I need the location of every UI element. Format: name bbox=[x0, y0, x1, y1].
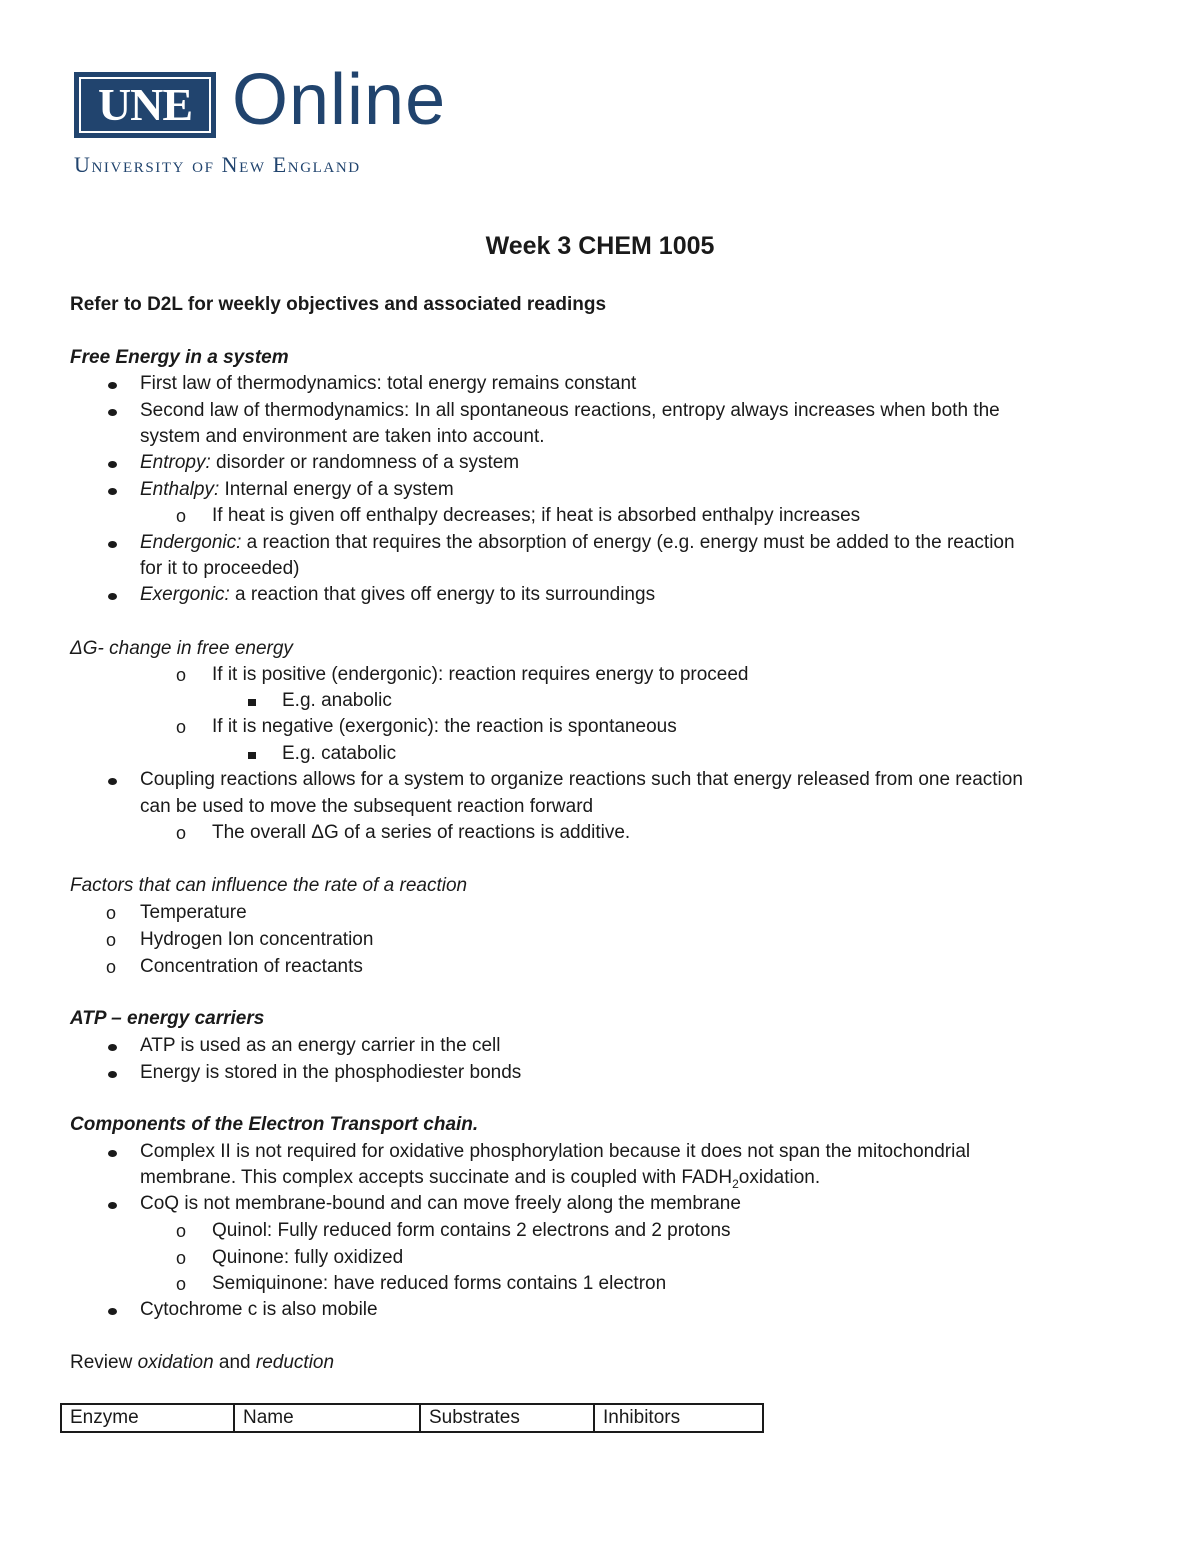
list-item: o Concentration of reactants bbox=[70, 954, 363, 980]
list-item: ATP is used as an energy carrier in the cell bbox=[70, 1033, 500, 1059]
table-row bbox=[61, 1404, 763, 1432]
list-item: Endergonic: a reaction that requires the absorption of energy (e.g. energy must be added to the reaction bbox=[70, 530, 1015, 556]
list-item: o Hydrogen Ion concentration bbox=[70, 927, 373, 953]
section-heading-free-energy: Free Energy in a system bbox=[70, 347, 289, 368]
bullet-icon bbox=[108, 1044, 117, 1051]
circle-bullet-icon: o bbox=[176, 717, 187, 737]
list-item-continued: system and environment are taken into account. bbox=[140, 426, 545, 447]
list-subitem: o Quinone: fully oxidized bbox=[70, 1245, 403, 1271]
subscript-2: 2 bbox=[732, 1176, 739, 1191]
list-item: Second law of thermodynamics: In all spontaneous reactions, entropy always increases when both the bbox=[70, 398, 1000, 424]
list-item: CoQ is not membrane-bound and can move freely along the membrane bbox=[70, 1191, 741, 1217]
list-subitem: o If heat is given off enthalpy decreases; if heat is absorbed enthalpy increases bbox=[70, 503, 860, 529]
list-item: Cytochrome c is also mobile bbox=[70, 1297, 378, 1323]
square-bullet-icon bbox=[248, 752, 256, 759]
list-item: Entropy: disorder or randomness of a system bbox=[70, 450, 519, 476]
circle-bullet-icon: o bbox=[176, 506, 187, 526]
enzyme-table bbox=[60, 1403, 764, 1433]
table-header-substrates: Substrates bbox=[420, 1404, 594, 1432]
bullet-icon bbox=[108, 1202, 117, 1209]
logo-online-text: Online bbox=[232, 60, 447, 140]
circle-bullet-icon: o bbox=[106, 957, 117, 977]
list-subitem: o The overall ΔG of a series of reactions is additive. bbox=[70, 820, 630, 846]
list-item: Exergonic: a reaction that gives off energy to its surroundings bbox=[70, 582, 655, 608]
bullet-icon bbox=[108, 1071, 117, 1078]
circle-bullet-icon: o bbox=[176, 1248, 187, 1268]
list-subitem: o If it is negative (exergonic): the reaction is spontaneous bbox=[70, 714, 677, 740]
table-header-enzyme: Enzyme bbox=[61, 1404, 234, 1432]
list-item: First law of thermodynamics: total energy remains constant bbox=[70, 371, 636, 397]
logo-une-text: UNE bbox=[97, 79, 193, 130]
intro-line: Refer to D2L for weekly objectives and associated readings bbox=[70, 294, 607, 315]
bullet-icon bbox=[108, 778, 117, 785]
section-heading-etc: Components of the Electron Transport chain. bbox=[70, 1114, 479, 1135]
table-header-inhibitors: Inhibitors bbox=[594, 1404, 763, 1432]
list-subitem: o If it is positive (endergonic): reaction requires energy to proceed bbox=[70, 662, 749, 688]
list-item: Energy is stored in the phosphodiester bonds bbox=[70, 1060, 521, 1086]
list-subsubitem: E.g. anabolic bbox=[70, 688, 392, 714]
list-subitem: o Semiquinone: have reduced forms contains 1 electron bbox=[70, 1271, 666, 1297]
circle-bullet-icon: o bbox=[176, 1221, 187, 1241]
section-heading-atp: ATP – energy carriers bbox=[70, 1008, 265, 1029]
list-subitem: o Quinol: Fully reduced form contains 2 electrons and 2 protons bbox=[70, 1218, 731, 1244]
page-title: Week 3 CHEM 1005 bbox=[485, 232, 715, 260]
bullet-icon bbox=[108, 382, 117, 389]
square-bullet-icon bbox=[248, 699, 256, 706]
bullet-icon bbox=[108, 409, 117, 416]
list-item: Enthalpy: Internal energy of a system bbox=[70, 477, 454, 503]
une-logo-box bbox=[74, 72, 216, 138]
list-subsubitem: E.g. catabolic bbox=[70, 741, 396, 767]
logo-university-text: University of New England bbox=[74, 152, 361, 177]
bullet-icon bbox=[108, 1150, 117, 1157]
list-item: o Temperature bbox=[70, 900, 247, 926]
bullet-icon bbox=[108, 1308, 117, 1315]
bullet-icon bbox=[108, 593, 117, 600]
bullet-icon bbox=[108, 541, 117, 548]
list-item-continued: for it to proceeded) bbox=[140, 558, 300, 579]
section-heading-factors: Factors that can influence the rate of a reaction bbox=[70, 875, 468, 896]
circle-bullet-icon: o bbox=[106, 930, 117, 950]
list-item: Complex II is not required for oxidative phosphorylation because it does not span the mitochondrial bbox=[70, 1139, 970, 1165]
une-online-logo bbox=[74, 60, 474, 182]
list-item: Coupling reactions allows for a system to organize reactions such that energy released from one reaction bbox=[70, 767, 1023, 793]
bullet-icon bbox=[108, 488, 117, 495]
circle-bullet-icon: o bbox=[176, 823, 187, 843]
section-heading-delta-g: ΔG- change in free energy bbox=[70, 638, 293, 659]
list-item-continued: can be used to move the subsequent reaction forward bbox=[140, 796, 594, 817]
circle-bullet-icon: o bbox=[176, 1274, 187, 1294]
bullet-icon bbox=[108, 461, 117, 468]
list-item-continued: membrane. This complex accepts succinate and is coupled with $FADH_2oxidation$. bbox=[140, 1167, 821, 1191]
review-line: Review oxidation and reduction bbox=[70, 1352, 335, 1373]
circle-bullet-icon: o bbox=[106, 903, 117, 923]
circle-bullet-icon: o bbox=[176, 665, 187, 685]
table-header-name: Name bbox=[234, 1404, 420, 1432]
